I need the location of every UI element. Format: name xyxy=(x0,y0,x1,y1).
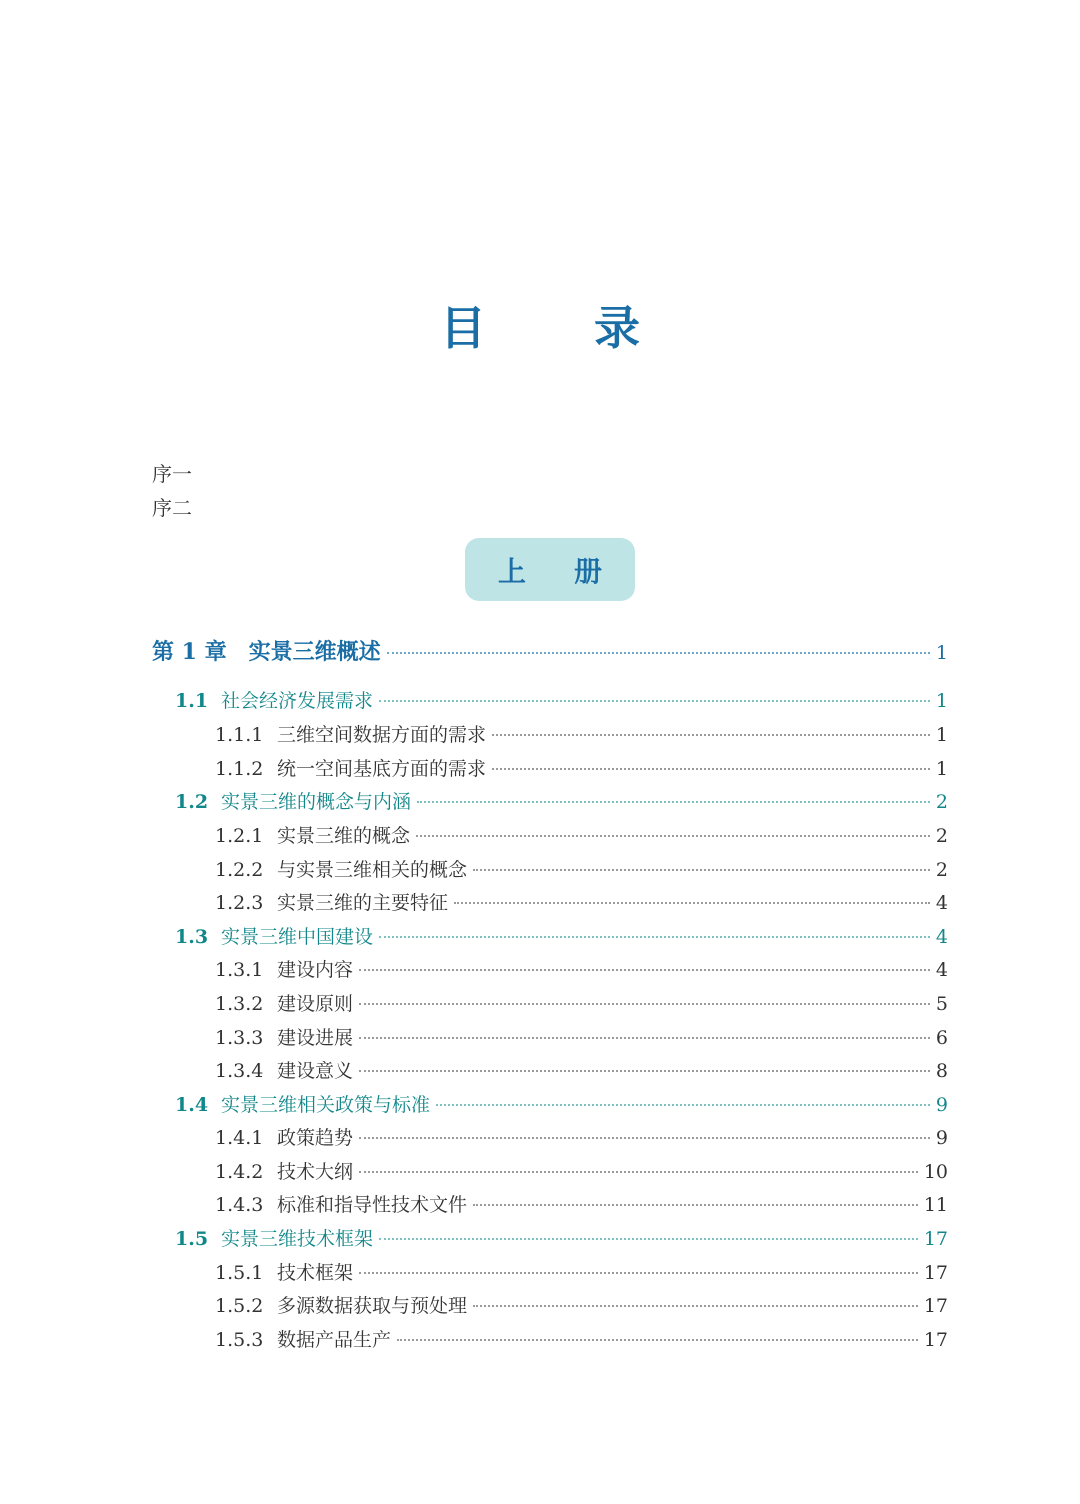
leader-dots xyxy=(454,902,930,904)
entry-page: 5 xyxy=(935,993,948,1015)
entry-number: 1.5.1 xyxy=(215,1262,264,1284)
entry-title: 实景三维相关政策与标准 xyxy=(221,1094,431,1116)
leader-dots xyxy=(436,1104,930,1106)
title-char-1: 目 xyxy=(440,301,486,355)
entry-title: 建设进展 xyxy=(277,1027,354,1049)
chapter-number: 第 1 章 xyxy=(152,639,227,665)
entry-number: 1.2.2 xyxy=(215,859,264,881)
leader-dots xyxy=(359,1037,930,1039)
toc-entry-subsection[interactable] xyxy=(215,1123,948,1150)
entry-number: 1.2.1 xyxy=(215,825,264,847)
leader-dots xyxy=(379,1238,918,1240)
leader-dots xyxy=(417,801,930,803)
toc-entry-section[interactable] xyxy=(175,1224,948,1251)
toc-entry-subsection[interactable] xyxy=(215,754,948,781)
entry-number: 1.3.4 xyxy=(215,1060,264,1082)
entry-title: 实景三维的主要特征 xyxy=(277,892,449,914)
entry-title: 技术大纲 xyxy=(277,1161,354,1183)
entry-number: 1.4.3 xyxy=(215,1194,264,1216)
leader-dots xyxy=(359,1137,930,1139)
toc-entry-subsection[interactable] xyxy=(215,855,948,882)
entry-number: 1.1.2 xyxy=(215,758,264,780)
entry-page: 17 xyxy=(923,1228,948,1250)
entry-title: 与实景三维相关的概念 xyxy=(277,859,468,881)
entry-title: 技术框架 xyxy=(277,1262,354,1284)
toc-entry-subsection[interactable] xyxy=(215,1157,948,1184)
leader-dots xyxy=(387,652,930,654)
leader-dots xyxy=(416,835,930,837)
entry-page: 17 xyxy=(923,1329,948,1351)
toc-entry-section[interactable] xyxy=(175,922,948,949)
leader-dots xyxy=(359,1272,918,1274)
leader-dots xyxy=(359,969,930,971)
toc-entry-section[interactable] xyxy=(175,787,948,814)
entry-title: 建设内容 xyxy=(277,959,354,981)
entry-number: 1.4 xyxy=(175,1094,209,1116)
entry-number: 1.5.2 xyxy=(215,1295,264,1317)
entry-title: 标准和指导性技术文件 xyxy=(277,1194,468,1216)
leader-dots xyxy=(492,734,930,736)
entry-number: 1.3.1 xyxy=(215,959,264,981)
toc-entry-subsection[interactable] xyxy=(215,821,948,848)
entry-number: 1.5 xyxy=(175,1228,209,1250)
preface-1[interactable]: 序一 xyxy=(152,462,192,486)
entry-title: 数据产品生产 xyxy=(277,1329,392,1351)
leader-dots xyxy=(473,1204,918,1206)
entry-title: 三维空间数据方面的需求 xyxy=(277,724,487,746)
entry-page: 2 xyxy=(935,825,948,847)
entry-page: 2 xyxy=(935,791,948,813)
entry-title: 建设原则 xyxy=(277,993,354,1015)
volume-char-1: 上 xyxy=(497,554,526,588)
entry-number: 1.1.1 xyxy=(215,724,264,746)
entry-page: 4 xyxy=(935,892,948,914)
entry-page: 11 xyxy=(923,1194,948,1216)
entry-title: 多源数据获取与预处理 xyxy=(277,1295,468,1317)
leader-dots xyxy=(359,1070,930,1072)
toc-entry-subsection[interactable] xyxy=(215,1291,948,1318)
preface-2[interactable]: 序二 xyxy=(152,496,192,520)
leader-dots xyxy=(492,768,930,770)
volume-badge xyxy=(465,538,635,601)
page-title xyxy=(0,292,1080,358)
toc-entry-subsection[interactable] xyxy=(215,888,948,915)
entry-title: 政策趋势 xyxy=(277,1127,354,1149)
toc-entry-subsection[interactable] xyxy=(215,1056,948,1083)
toc-entry-subsection[interactable] xyxy=(215,1325,948,1352)
entry-number: 1.3.2 xyxy=(215,993,264,1015)
entry-page: 17 xyxy=(923,1262,948,1284)
toc-entry-section[interactable] xyxy=(175,686,948,713)
leader-dots xyxy=(379,936,930,938)
chapter-page: 1 xyxy=(935,642,948,664)
toc-entry-section[interactable] xyxy=(175,1090,948,1117)
leader-dots xyxy=(359,1171,918,1173)
toc-entry-subsection[interactable] xyxy=(215,720,948,747)
entry-page: 1 xyxy=(935,690,948,712)
leader-dots xyxy=(473,869,930,871)
entry-number: 1.1 xyxy=(175,690,209,712)
entry-number: 1.2.3 xyxy=(215,892,264,914)
title-char-2: 录 xyxy=(594,301,640,355)
preface-list xyxy=(152,457,192,525)
entry-page: 9 xyxy=(935,1127,948,1149)
entry-number: 1.4.2 xyxy=(215,1161,264,1183)
toc-entry-subsection[interactable] xyxy=(215,989,948,1016)
leader-dots xyxy=(359,1003,930,1005)
entry-title: 建设意义 xyxy=(277,1060,354,1082)
entry-number: 1.3 xyxy=(175,926,209,948)
entry-page: 1 xyxy=(935,724,948,746)
toc-chapter-1[interactable] xyxy=(152,635,948,666)
entry-page: 8 xyxy=(935,1060,948,1082)
entry-title: 实景三维中国建设 xyxy=(221,926,374,948)
toc-entry-subsection[interactable] xyxy=(215,1258,948,1285)
leader-dots xyxy=(473,1305,918,1307)
entry-page: 6 xyxy=(935,1027,948,1049)
entry-title: 实景三维的概念 xyxy=(277,825,411,847)
entry-title: 实景三维的概念与内涵 xyxy=(221,791,412,813)
entry-number: 1.4.1 xyxy=(215,1127,264,1149)
entry-title: 社会经济发展需求 xyxy=(221,690,374,712)
entry-number: 1.5.3 xyxy=(215,1329,264,1351)
leader-dots xyxy=(397,1339,918,1341)
entry-number: 1.3.3 xyxy=(215,1027,264,1049)
entry-page: 2 xyxy=(935,859,948,881)
volume-char-2: 册 xyxy=(574,554,603,588)
entry-title: 实景三维技术框架 xyxy=(221,1228,374,1250)
leader-dots xyxy=(379,700,930,702)
entry-page: 9 xyxy=(935,1094,948,1116)
entry-page: 4 xyxy=(935,926,948,948)
chapter-title: 实景三维概述 xyxy=(248,639,381,665)
entry-page: 1 xyxy=(935,758,948,780)
toc-entry-subsection[interactable] xyxy=(215,1190,948,1217)
entry-number: 1.2 xyxy=(175,791,209,813)
toc-entry-subsection[interactable] xyxy=(215,955,948,982)
entry-title: 统一空间基底方面的需求 xyxy=(277,758,487,780)
entry-page: 4 xyxy=(935,959,948,981)
toc-entry-subsection[interactable] xyxy=(215,1023,948,1050)
entry-page: 10 xyxy=(923,1161,948,1183)
entry-page: 17 xyxy=(923,1295,948,1317)
